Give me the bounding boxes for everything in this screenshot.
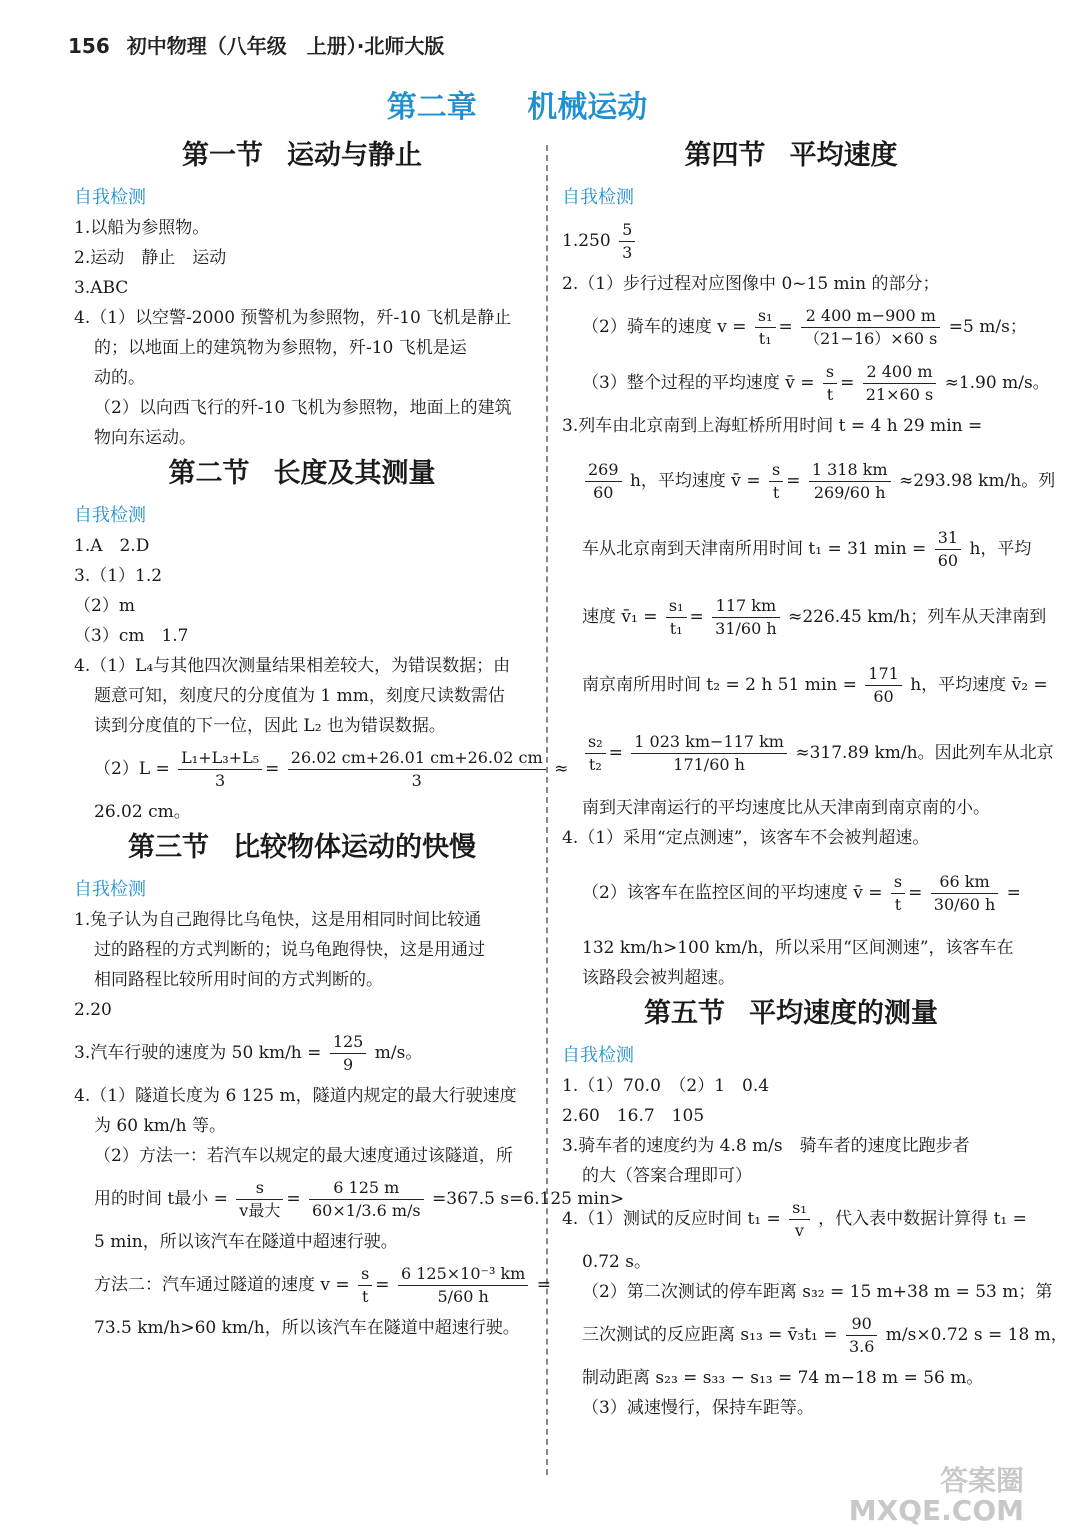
eq-text: ≈1.90 m/s。: [944, 373, 1050, 393]
section-name: 平均速度: [789, 140, 898, 171]
eq-text: =5 m/s；: [948, 317, 1027, 337]
self-check-label: 自我检测: [562, 1045, 634, 1066]
numerator: 1 318 km: [809, 459, 891, 482]
eq-text: 南京南所用时间 t₂ = 2 h 51 min =: [582, 675, 857, 695]
answer-line: 132 km/h>100 km/h，所以采用“区间测速”，该客车在: [582, 938, 1014, 958]
answer-line: （2）m: [74, 596, 135, 616]
eq-text: 方法二：汽车通过隧道的速度 v =: [94, 1275, 350, 1295]
section-title: [74, 827, 530, 875]
denominator: 60: [937, 551, 959, 570]
fraction: [619, 219, 635, 264]
numerator: s₁: [666, 595, 687, 618]
self-check-label: 自我检测: [562, 187, 634, 208]
denominator: t₁: [758, 329, 772, 348]
answer-line: 的大（答案合理即可）: [582, 1166, 752, 1186]
fraction: [585, 459, 622, 504]
numerator: 26.02 cm+26.01 cm+26.02 cm: [288, 747, 546, 770]
section-name: 比较物体运动的快慢: [233, 832, 476, 863]
fraction: [755, 305, 776, 350]
numerator: 31: [935, 527, 961, 550]
denominator: 269/60 h: [813, 483, 886, 502]
fraction: [863, 361, 936, 406]
denominator: 31/60 h: [715, 619, 777, 638]
fraction: [236, 1177, 283, 1222]
denominator: t: [894, 895, 902, 914]
right-column: [562, 135, 1068, 1423]
fraction: [631, 731, 787, 776]
answer-line: 制动距离 s₂₃ = s₃₃ − s₁₃ = 74 m−18 m = 56 m。: [582, 1368, 984, 1388]
fraction: [891, 871, 905, 916]
eq-text: 车从北京南到天津南所用时间 t₁ = 31 min =: [582, 539, 927, 559]
page-header: [68, 30, 444, 59]
answer-line: 题意可知，刻度尺的分度值为 1 mm，刻度尺读数需估: [94, 686, 505, 706]
numerator: s: [891, 871, 905, 894]
denominator: 21×60 s: [865, 385, 934, 404]
answer-line: 2.60 16.7 105: [562, 1106, 705, 1126]
answer-line: 读到分度值的下一位，因此 L₂ 也为错误数据。: [94, 716, 446, 736]
section-name: 平均速度的测量: [749, 998, 938, 1029]
denominator: v最大: [239, 1201, 281, 1220]
equation-line: [74, 1025, 530, 1081]
answer-line: 5 min，所以该汽车在隧道中超速行驶。: [94, 1232, 398, 1252]
section-title: [74, 135, 530, 183]
denominator: 30/60 h: [933, 895, 996, 914]
eq-text: （2）L =: [94, 759, 170, 779]
section-number: 第五节: [644, 998, 725, 1029]
numerator: 1 023 km−117 km: [631, 731, 787, 754]
answer-line: （3）cm 1.7: [74, 626, 189, 646]
fraction: [178, 747, 262, 792]
denominator: 60: [873, 687, 894, 706]
answer-line: 1.兔子认为自己跑得比乌龟快，这是用相同时间比较通: [74, 910, 482, 930]
equation-line: （2）L = $\frac{\text{L₁+L₃+L₅}}{3}$ = $\frac{26.02 cm+26.01 cm+26.02 cm}{3}$ ≈: [94, 748, 569, 790]
eq-text: 用的时间 t最小 =: [94, 1189, 228, 1209]
eq-text: 速度 v̄₁ =: [582, 607, 658, 627]
fraction: [846, 1313, 877, 1358]
self-check-label: 自我检测: [74, 187, 146, 208]
numerator: 117 km: [712, 595, 780, 618]
answer-line: 3.列车由北京南到上海虹桥所用时间 t = 4 h 29 min =: [562, 416, 983, 436]
section-number: 第四节: [684, 140, 766, 171]
answer-line: 该路段会被判超速。: [582, 968, 735, 988]
answer-line: 3.（1）1.2: [74, 566, 163, 586]
answer-line: 2.运动 静止 运动: [74, 248, 227, 268]
answer-line: 南到天津南运行的平均速度比从天津南到南京南的小。: [582, 798, 990, 818]
eq-text: m/s×0.72 s = 18 m，: [885, 1325, 1068, 1345]
section-number: 第一节: [182, 140, 263, 171]
book-title: 初中物理（八年级 上册）·北师大版: [126, 34, 445, 58]
equation-line: [562, 521, 1032, 577]
numerator: s: [236, 1177, 283, 1200]
section-title: [562, 993, 1020, 1041]
answer-line: 物向东运动。: [94, 428, 196, 448]
denominator: t₁: [669, 619, 683, 638]
eq-text: （2）该客车在监控区间的平均速度 v̄ =: [582, 883, 883, 903]
answer-line: 3.ABC: [74, 278, 129, 298]
eq-text: h，平均速度 v̄₂ =: [910, 675, 1048, 695]
eq-text: ，代入表中数据计算得 t₁ =: [818, 1209, 1027, 1229]
chapter-number: 第二章: [386, 90, 477, 125]
fraction: [330, 1031, 367, 1076]
answer-line: 的；以地面上的建筑物为参照物，歼-10 飞机是运: [94, 338, 467, 358]
numerator: 5: [619, 219, 635, 242]
answer-line: 相同路程比较所用时间的方式判断的。: [94, 970, 383, 990]
denominator: t₂: [588, 755, 602, 774]
fraction: [712, 595, 780, 640]
eq-text: h，平均速度 v̄ =: [629, 471, 761, 491]
eq-text: ≈: [554, 759, 569, 779]
equation-line: [562, 1307, 1068, 1363]
denominator: t: [361, 1287, 369, 1306]
fraction: [865, 663, 902, 708]
answer-line: 2.（1）步行过程对应图像中 0~15 min 的部分；: [562, 274, 940, 294]
equation-line: [562, 1191, 1027, 1247]
answer-line: （3）减速慢行，保持车距等。: [582, 1398, 814, 1418]
fraction: [789, 1197, 810, 1242]
eq-text: ≈293.98 km/h。列: [899, 471, 1056, 491]
eq-text: =: [536, 1275, 551, 1295]
denominator: 3: [411, 771, 422, 790]
answer-line: 1.（1）70.0 （2）1 0.4: [562, 1076, 770, 1096]
watermark-url: MXQE.COM: [848, 1494, 1024, 1527]
eq-text: h，平均: [969, 539, 1032, 559]
eq-text: =: [1006, 883, 1021, 903]
eq-text: （2）骑车的速度 v =: [582, 317, 747, 337]
denominator: 60×1/3.6 m/s: [312, 1201, 421, 1220]
fraction: [585, 731, 606, 776]
equation-line: $\frac{269}{60}$ h，平均速度 v̄ = $\frac{s}{t}$ = $\frac{1 318 km}{269/60 h}$ ≈293.98 km/h。列: [562, 441, 1020, 521]
numerator: 171: [865, 663, 902, 686]
answer-line: 1.A 2.D: [74, 536, 150, 556]
equation-line: （3）整个过程的平均速度 v̄ = $\frac{s}{t}$ = $\frac{2 400 m}{21\times 60 s}$ ≈1.90 m/s。: [582, 362, 1050, 404]
numerator: s: [823, 361, 837, 384]
fraction: [288, 747, 546, 792]
denominator: 3: [622, 243, 633, 262]
section-name: 长度及其测量: [273, 458, 436, 489]
equation-line: （2）该客车在监控区间的平均速度 v̄ = $\frac{s}{t}$ = $\frac{66 km}{30/60 h}$ =: [582, 872, 1021, 914]
self-check-label: 自我检测: [74, 505, 146, 526]
page-number: 156: [68, 34, 110, 58]
eq-text: 4.（1）测试的反应时间 t₁ =: [562, 1209, 781, 1229]
watermark-text: 答案圈: [939, 1464, 1024, 1497]
answer-line: 1.以船为参照物。: [74, 218, 210, 238]
equation-line: [562, 213, 1020, 269]
denominator: 60: [593, 483, 614, 502]
chapter-name: 机械运动: [527, 90, 648, 125]
numerator: s₁: [755, 305, 776, 328]
equation-line: [562, 657, 1048, 713]
chapter-title: [0, 82, 1034, 126]
equation-line: 速度 v̄₁ = $\frac{\text{s₁}}{\text{t₁}}$ = $\frac{117 km}{31/60 h}$ ≈226.45 km/h；列车从天津南到: [582, 596, 1047, 638]
equation-line: $\frac{\text{s₂}}{\text{t₂}}$ = $\frac{1 023 km-117 km}{171/60 h}$ ≈317.89 km/h。因此列车从北京: [562, 713, 1020, 793]
answer-line: 2.20: [74, 1000, 112, 1020]
numerator: 6 125 m: [309, 1177, 424, 1200]
numerator: 125: [330, 1031, 367, 1054]
eq-text: 3.汽车行驶的速度为 50 km/h =: [74, 1043, 322, 1063]
fraction: [398, 1263, 528, 1308]
answer-line: 0.72 s。: [582, 1252, 651, 1272]
numerator: s: [769, 459, 783, 482]
answer-line: （2）第二次测试的停车距离 s₃₂ = 15 m+38 m = 53 m；第: [582, 1282, 1053, 1302]
numerator: s: [358, 1263, 372, 1286]
section-number: 第二节: [168, 458, 250, 489]
answer-line: （2）以向西飞行的歼-10 飞机为参照物，地面上的建筑: [94, 398, 512, 418]
answer-line: 4.（1）L₄与其他四次测量结果相差较大，为错误数据；由: [74, 656, 511, 676]
fraction: [666, 595, 687, 640]
fraction: [931, 871, 999, 916]
denominator: t: [772, 483, 780, 502]
numerator: 6 125×10⁻³ km: [398, 1263, 528, 1286]
eq-text: （3）整个过程的平均速度 v̄ =: [582, 373, 815, 393]
eq-text: ≈226.45 km/h；列车从天津南到: [788, 607, 1047, 627]
answer-line: 动的。: [94, 368, 145, 388]
answer-line: 4.（1）以空警-2000 预警机为参照物，歼-10 飞机是静止: [74, 308, 512, 328]
denominator: 171/60 h: [673, 755, 745, 774]
denominator: （21−16）×60 s: [804, 329, 938, 348]
eq-text: =367.5 s=6.125 min>: [432, 1189, 625, 1209]
denominator: 9: [342, 1055, 354, 1074]
denominator: 3.6: [848, 1337, 875, 1356]
answer-line: 4.（1）隧道长度为 6 125 m，隧道内规定的最大行驶速度: [74, 1086, 517, 1106]
numerator: 66 km: [931, 871, 999, 894]
fraction: [935, 527, 961, 572]
equation-line: （2）骑车的速度 v = $\frac{\text{s₁}}{\text{t₁}}$ = $\frac{2 400 m-900 m}{(21-16)\times 60 s}$ =5 m/s；: [582, 306, 1027, 348]
self-check-label: 自我检测: [74, 879, 146, 900]
eq-text: m/s。: [374, 1043, 423, 1063]
section-title: [562, 135, 1020, 183]
numerator: 2 400 m−900 m: [801, 305, 940, 328]
answer-line: 73.5 km/h>60 km/h，所以该汽车在隧道中超速行驶。: [94, 1318, 520, 1338]
eq-text: ≈317.89 km/h。因此列车从北京: [795, 743, 1054, 763]
numerator: s₁: [789, 1197, 810, 1220]
answer-line: （2）方法一：若汽车以规定的最大速度通过该隧道，所: [94, 1146, 513, 1166]
answer-line: 26.02 cm。: [94, 802, 191, 822]
numerator: L₁+L₃+L₅: [178, 747, 262, 770]
numerator: 2 400 m: [863, 361, 936, 384]
equation-line: 方法二：汽车通过隧道的速度 v = $\frac{s}{t}$ = $\frac{\text{6 125×10⁻³ km}}{5/60 h}$ =: [94, 1264, 551, 1306]
fraction: [809, 459, 891, 504]
eq-text: 1.250: [562, 231, 611, 251]
numerator: 90: [846, 1313, 877, 1336]
answer-line: 3.骑车者的速度约为 4.8 m/s 骑车者的速度比跑步者: [562, 1136, 970, 1156]
eq-text: 三次测试的反应距离 s₁₃ = v̄₃t₁ =: [582, 1325, 838, 1345]
answer-line: 为 60 km/h 等。: [94, 1116, 226, 1136]
equation-line: 用的时间 t最小 = $\frac{s}{\text{v最大}}$ = $\frac{6 125 m}{60\times 1/3.6 m/s}$ =367.5 s=6.125 min>: [94, 1178, 625, 1220]
fraction: [309, 1177, 424, 1222]
fraction: [358, 1263, 372, 1308]
watermark-logo: [849, 1466, 1024, 1526]
denominator: 5/60 h: [437, 1287, 489, 1306]
denominator: t: [826, 385, 834, 404]
numerator: 269: [585, 459, 622, 482]
answer-line: 过的路程的方式判断的；说乌龟跑得快，这是用通过: [94, 940, 485, 960]
numerator: s₂: [585, 731, 606, 754]
fraction: [801, 305, 940, 350]
denominator: v: [794, 1221, 804, 1240]
section-name: 运动与静止: [287, 140, 422, 171]
fraction: [823, 361, 837, 406]
answer-line: 4.（1）采用“定点测速”，该客车不会被判超速。: [562, 828, 930, 848]
fraction: [769, 459, 783, 504]
section-title: [74, 453, 530, 501]
section-number: 第三节: [128, 832, 209, 863]
denominator: 3: [215, 771, 226, 790]
